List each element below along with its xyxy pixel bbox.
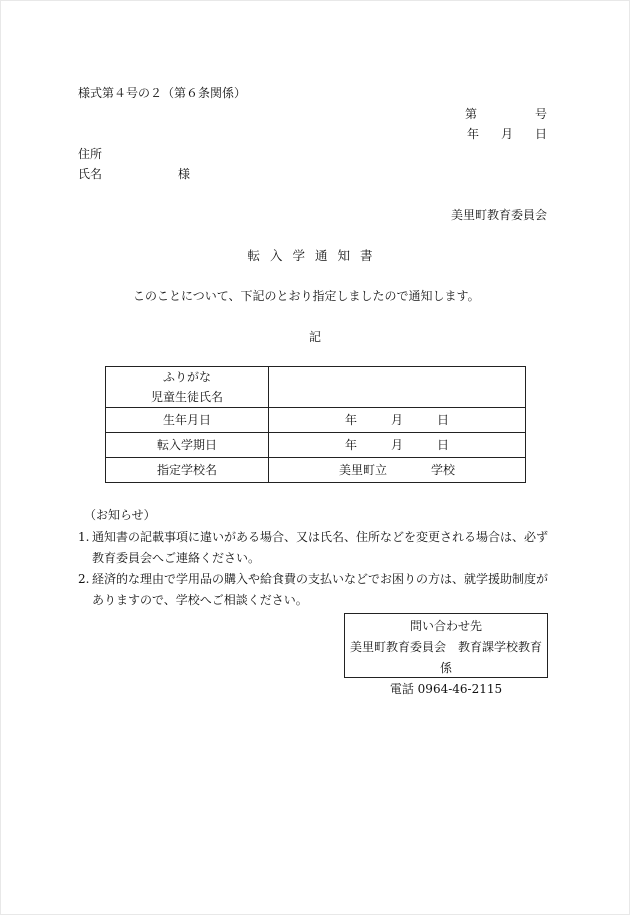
transfer-date-label: 転入学期日 xyxy=(106,433,269,458)
transfer-year: 年 xyxy=(344,437,357,452)
number-dai: 第 xyxy=(464,107,477,121)
contact-phone: 電話 0964-46-2115 xyxy=(389,682,503,696)
contact-department: 美里町教育委員会 教育課学校教育係 xyxy=(349,640,542,675)
table-row xyxy=(106,367,526,408)
table-row xyxy=(106,408,526,433)
ki-heading: 記 xyxy=(308,330,321,344)
contact-box xyxy=(344,613,548,696)
notice-item xyxy=(78,569,552,611)
honorific: 様 xyxy=(178,167,191,181)
birthdate-value xyxy=(269,408,526,433)
date-day: 日 xyxy=(534,127,547,141)
birth-month: 月 xyxy=(390,412,403,427)
student-name-value xyxy=(269,367,526,408)
form-number: 様式第４号の２（第６条関係） xyxy=(78,86,247,100)
school-label: 指定学校名 xyxy=(106,458,269,483)
notice-item-text: 通知書の記載事項に違いがある場合、又は氏名、住所などを変更される場合は、必ず教育委員会へご連絡ください。 xyxy=(92,530,549,565)
notice-item xyxy=(78,527,552,569)
school-prefix: 美里町立 xyxy=(338,462,387,477)
table-row xyxy=(106,458,526,483)
name-label-cell xyxy=(106,367,269,408)
table-row xyxy=(106,433,526,458)
student-name-label: 児童生徒氏名 xyxy=(150,390,223,404)
notice-item-text: 経済的な理由で学用品の購入や給食費の支払いなどでお困りの方は、就学援助制度がありますので、学校へご相談ください。 xyxy=(92,572,549,607)
student-info-table xyxy=(105,366,526,483)
school-value xyxy=(269,458,526,483)
address-label: 住所 xyxy=(78,147,103,161)
intro-text: このことについて、下記のとおり指定しましたので通知します。 xyxy=(133,289,480,303)
issuer-name: 美里町教育委員会 xyxy=(450,208,547,222)
transfer-date-value xyxy=(269,433,526,458)
notice-item-number: 1. xyxy=(78,530,90,544)
birth-day: 日 xyxy=(437,412,450,427)
notice-heading: （お知らせ） xyxy=(84,508,156,522)
transfer-month: 月 xyxy=(390,437,403,452)
issue-date-row xyxy=(467,127,547,141)
number-go: 号 xyxy=(534,107,547,121)
name-label: 氏名 xyxy=(78,167,103,181)
school-suffix: 学校 xyxy=(431,462,456,477)
notice-item-number: 2. xyxy=(78,572,90,586)
transfer-day: 日 xyxy=(437,437,450,452)
birthdate-label: 生年月日 xyxy=(106,408,269,433)
document-title: 転入学通知書 xyxy=(247,248,383,263)
date-year: 年 xyxy=(466,127,479,141)
contact-title: 問い合わせ先 xyxy=(409,619,482,633)
birth-year: 年 xyxy=(344,412,357,427)
document-number-row xyxy=(465,107,547,121)
date-month: 月 xyxy=(500,127,513,141)
furigana-label: ふりがな xyxy=(162,370,211,384)
